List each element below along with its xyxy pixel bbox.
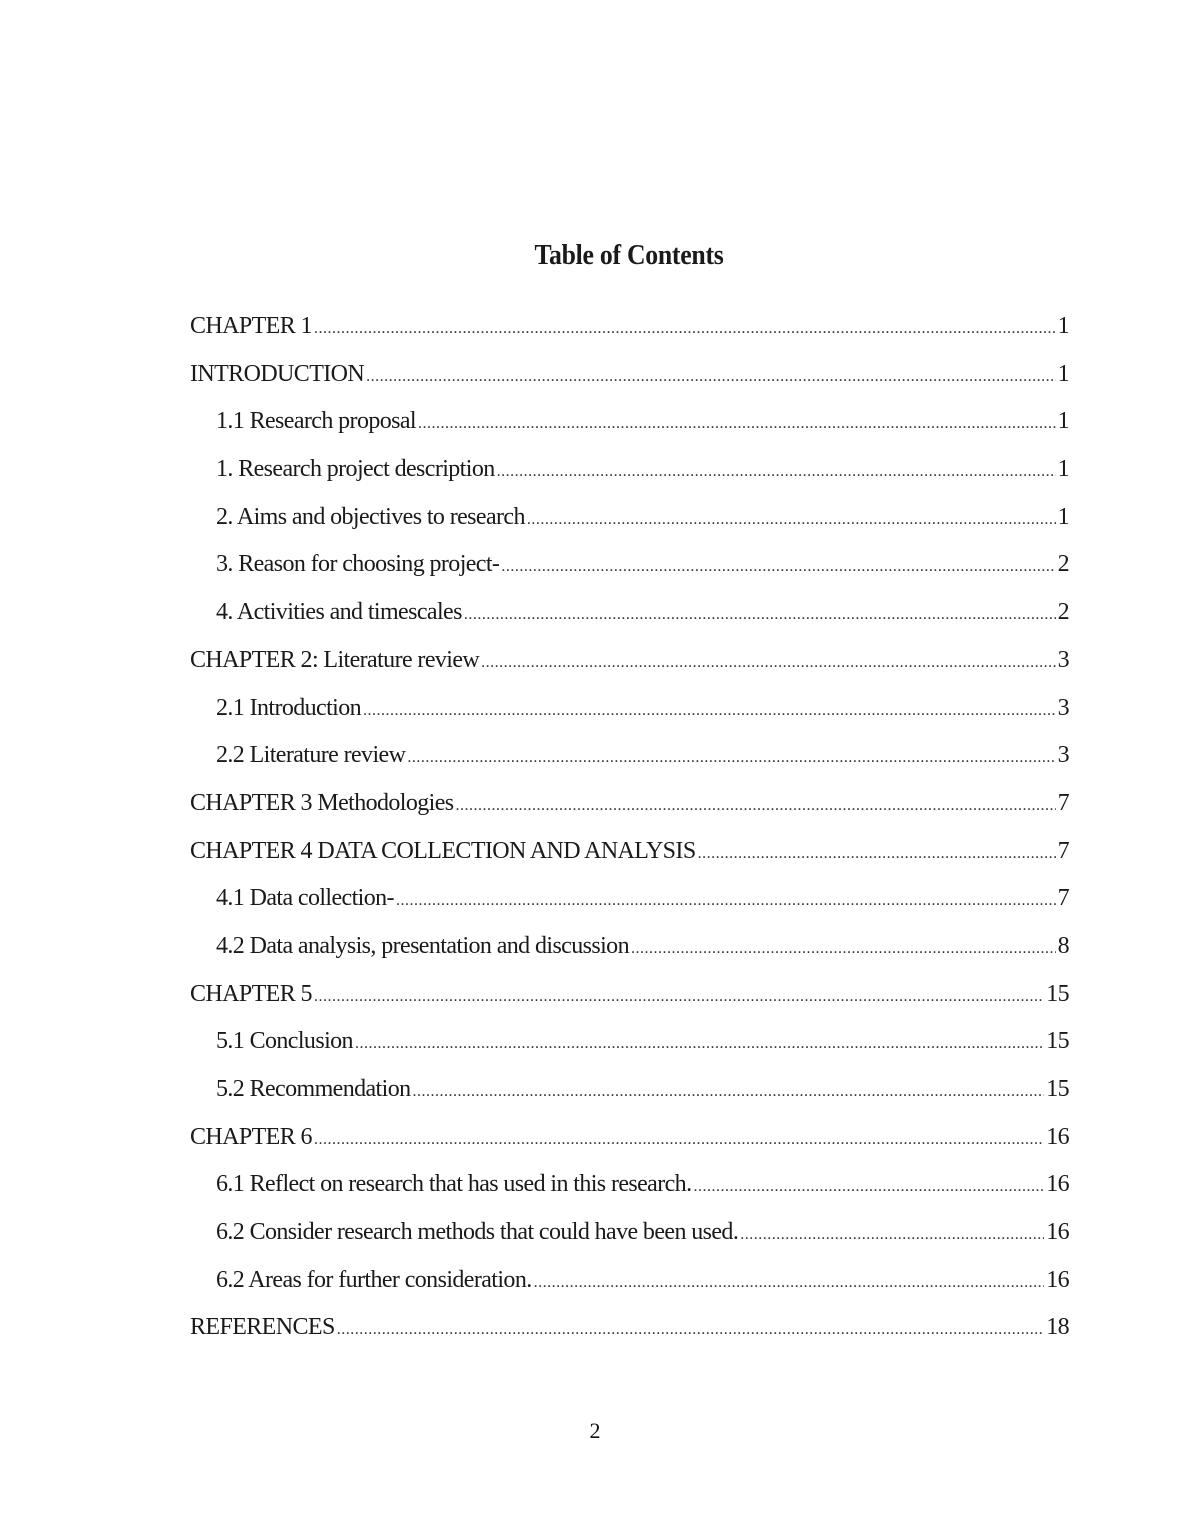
toc-entry-label: 3. Reason for choosing project- [216, 551, 500, 578]
toc-dot-leader [527, 501, 1056, 539]
toc-dot-leader [413, 1073, 1045, 1111]
toc-dot-leader [464, 596, 1056, 634]
toc-entry[interactable] [190, 927, 1069, 975]
toc-dot-leader [355, 1025, 1044, 1063]
toc-dot-leader [314, 1121, 1044, 1159]
toc-dot-leader [481, 644, 1055, 682]
toc-dot-leader [497, 453, 1056, 491]
toc-dot-leader [693, 1168, 1044, 1206]
toc-entry[interactable] [190, 1165, 1069, 1213]
toc-entry-page: 3 [1057, 742, 1069, 769]
toc-entry-label: 6.2 Areas for further consideration. [216, 1266, 532, 1293]
toc-entry-page: 15 [1046, 1028, 1069, 1055]
toc-entry[interactable] [190, 355, 1069, 403]
toc-entry-label: CHAPTER 2: Literature review [190, 646, 480, 673]
toc-dot-leader [631, 930, 1056, 968]
toc-entry-label: 5.1 Conclusion [216, 1028, 353, 1055]
toc-entry-label: 4.2 Data analysis, presentation and discussion [216, 932, 629, 959]
toc-entry-label: CHAPTER 6 [190, 1123, 312, 1150]
toc-entry[interactable] [190, 593, 1069, 641]
toc-entry[interactable] [190, 450, 1069, 498]
toc-dot-leader [366, 358, 1055, 396]
toc-entry-page: 16 [1046, 1266, 1069, 1293]
toc-entry-page: 2 [1057, 551, 1069, 578]
toc-list [190, 307, 1069, 1356]
toc-entry-label: CHAPTER 4 DATA COLLECTION AND ANALYSIS [190, 837, 696, 864]
toc-entry[interactable] [190, 832, 1069, 880]
toc-dot-leader [501, 548, 1055, 586]
toc-entry-page: 15 [1046, 980, 1069, 1007]
toc-entry-page: 18 [1046, 1314, 1069, 1341]
toc-dot-leader [698, 835, 1056, 873]
toc-dot-leader [396, 882, 1056, 920]
toc-entry-page: 16 [1046, 1219, 1069, 1246]
toc-dot-leader [534, 1264, 1045, 1302]
toc-entry[interactable] [190, 975, 1069, 1023]
toc-entry[interactable] [190, 307, 1069, 355]
toc-dot-leader [456, 787, 1056, 825]
page-number: 2 [589, 1418, 601, 1443]
toc-entry-page: 16 [1046, 1123, 1069, 1150]
toc-entry-label: CHAPTER 5 [190, 980, 312, 1007]
toc-entry[interactable] [190, 784, 1069, 832]
toc-dot-leader [740, 1216, 1044, 1254]
toc-entry-label: REFERENCES [190, 1314, 335, 1341]
toc-entry-label: 6.2 Consider research methods that could have been used. [216, 1219, 739, 1246]
toc-entry-label: 2. Aims and objectives to research [216, 503, 525, 530]
toc-entry-page: 1 [1057, 313, 1069, 339]
toc-entry[interactable] [190, 1261, 1069, 1309]
toc-title: Table of Contents [534, 240, 724, 271]
toc-entry-page: 15 [1046, 1076, 1069, 1102]
toc-entry[interactable] [190, 641, 1069, 689]
toc-entry-page: 1 [1057, 456, 1069, 483]
toc-entry[interactable] [190, 1118, 1069, 1166]
toc-entry-page: 1 [1057, 503, 1069, 530]
toc-entry-label: CHAPTER 1 [190, 313, 312, 339]
toc-dot-leader [314, 310, 1056, 348]
toc-entry[interactable] [190, 498, 1069, 546]
toc-entry-page: 1 [1057, 360, 1069, 387]
toc-entry-label: 1. Research project description [216, 456, 495, 483]
toc-entry-label: 6.1 Reflect on research that has used in this research. [216, 1171, 692, 1198]
toc-entry[interactable] [190, 1213, 1069, 1261]
toc-entry-label: 2.2 Literature review [216, 742, 406, 769]
toc-entry[interactable] [190, 545, 1069, 593]
toc-entry-page: 7 [1057, 837, 1069, 864]
toc-entry[interactable] [190, 1308, 1069, 1356]
toc-entry-page: 7 [1057, 789, 1069, 816]
toc-entry[interactable] [190, 736, 1069, 784]
toc-entry-page: 2 [1057, 599, 1069, 626]
toc-entry-label: 4.1 Data collection- [216, 885, 394, 912]
toc-dot-leader [314, 978, 1044, 1016]
toc-dot-leader [407, 739, 1055, 777]
toc-entry-label: 5.2 Recommendation [216, 1076, 411, 1102]
toc-entry-page: 3 [1057, 646, 1069, 673]
toc-entry-label: CHAPTER 3 Methodologies [190, 789, 454, 816]
toc-entry[interactable] [190, 1022, 1069, 1070]
toc-entry-label: 2.1 Introduction [216, 694, 362, 721]
toc-dot-leader [418, 405, 1056, 443]
toc-dot-leader [363, 692, 1056, 730]
toc-entry-page: 1 [1057, 408, 1069, 435]
toc-entry[interactable] [190, 689, 1069, 737]
toc-entry[interactable] [190, 1070, 1069, 1118]
toc-dot-leader [337, 1311, 1044, 1349]
toc-entry-page: 3 [1057, 694, 1069, 721]
toc-entry[interactable] [190, 402, 1069, 450]
toc-entry[interactable] [190, 879, 1069, 927]
toc-entry-page: 16 [1046, 1171, 1069, 1198]
toc-entry-page: 7 [1057, 885, 1069, 912]
toc-entry-label: INTRODUCTION [190, 360, 365, 387]
toc-entry-label: 1.1 Research proposal [216, 408, 417, 435]
toc-entry-label: 4. Activities and timescales [216, 599, 462, 626]
toc-entry-page: 8 [1057, 932, 1069, 959]
